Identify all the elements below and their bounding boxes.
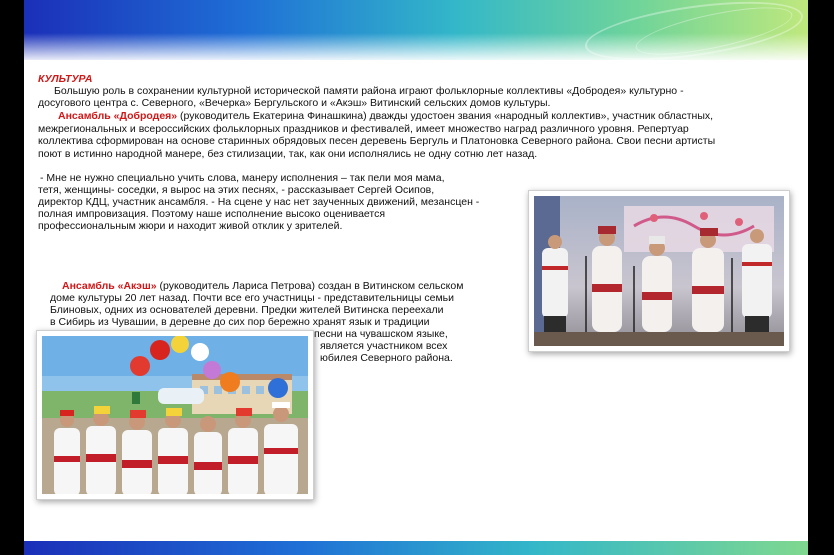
section-title: КУЛЬТУРА [38,73,93,85]
quote-line: директор КДЦ, участник ансамбля. - На сцене у нас нет заученных движений, мезансцен - [38,196,480,208]
akesh-line: песни на чувашском языке, [314,328,448,340]
outdoor-ensemble-photo [36,330,314,500]
akesh-line: Блиновых, одних из основателей деревни. Предки жителей Витинска переехали [50,304,444,316]
stage-ensemble-photo [528,190,790,352]
quote-line: профессиональным жюри и находит живой отклик у зрителей. [38,220,343,232]
akesh-text: (руководитель Лариса Петрова) создан в Витинском сельском [156,280,464,292]
dobrodeya-line: межрегиональных и всероссийских фольклорных праздников и фестивалей, имеет множество наград различного уровня. Репертуар [38,123,689,135]
dobrodeya-line: коллектива сформирован на основе старинных обрядовых песен деревень Бергуль и Платоновка Северного района. Свои песни артисты [38,135,716,147]
akesh-line: юбилея Северного района. [320,352,453,364]
intro-line: досугового центра с. Северного, «Вечерка» Бергульского и «Акэш» Витинский сельских домов культуры. [38,97,551,109]
akesh-line [62,280,463,292]
dobrodeya-name: Ансамбль «Добродея» [58,110,178,122]
akesh-line: является участником всех [320,340,448,352]
quote-line: - Мне не нужно специально учить слова, манеру исполнения – так пели моя мама, [40,172,445,184]
header-fade [24,0,808,60]
footer-band [24,541,808,555]
quote-line: тетя, женщины- соседки, я вырос на этих песнях, - рассказывает Сергей Осипов, [38,184,435,196]
akesh-line: в Сибирь из Чувашии, в деревне до сих пор бережно хранят язык и традиции [50,316,430,328]
slide [24,0,808,555]
intro-line: Большую роль в сохранении культурной исторической памяти района играют фольклорные коллективы «Добродея» культурно - [54,85,684,97]
dobrodeya-line [58,110,713,122]
stage-photo-illustration [534,196,784,346]
dobrodeya-text: (руководитель Екатерина Финашкина) дважды удостоен звания «народный коллектив», участник областных, [177,110,714,122]
akesh-line: доме культуры 20 лет назад. Почти все его участницы - представительницы семьи [50,292,454,304]
quote-line: полная импровизация. Поэтому наше исполнение высоко оценивается [38,208,386,220]
dobrodeya-line: поют в истинно народной манере, без стилизации, так, как они исполнялись не одну сотню лет назад. [38,148,538,160]
akesh-name: Ансамбль «Акэш» [62,280,157,292]
outdoor-photo-illustration [42,336,308,494]
